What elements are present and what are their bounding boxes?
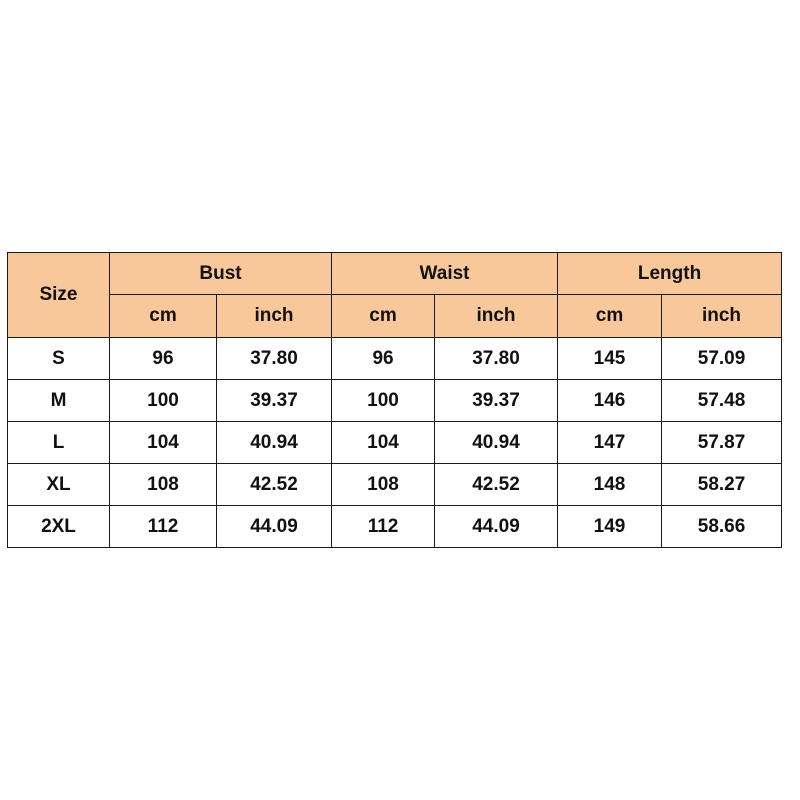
table-row: [8, 506, 782, 548]
value-cell: 146: [558, 380, 662, 422]
value-cell: 44.09: [435, 506, 558, 548]
value-cell: 149: [558, 506, 662, 548]
value-cell: 39.37: [217, 380, 332, 422]
size-chart-table: [7, 252, 782, 548]
unit-header: cm: [110, 295, 217, 338]
table-row: [8, 422, 782, 464]
unit-header: cm: [558, 295, 662, 338]
value-cell: 100: [332, 380, 435, 422]
value-cell: 57.48: [662, 380, 782, 422]
value-cell: 112: [332, 506, 435, 548]
value-cell: 40.94: [435, 422, 558, 464]
value-cell: 37.80: [435, 338, 558, 380]
value-cell: 112: [110, 506, 217, 548]
value-cell: 108: [332, 464, 435, 506]
header-group-row: [8, 253, 782, 295]
value-cell: 42.52: [217, 464, 332, 506]
value-cell: 58.66: [662, 506, 782, 548]
value-cell: 147: [558, 422, 662, 464]
value-cell: 57.09: [662, 338, 782, 380]
header-unit-row: [8, 295, 782, 338]
value-cell: 145: [558, 338, 662, 380]
value-cell: 104: [110, 422, 217, 464]
size-cell: M: [8, 380, 110, 422]
value-cell: 96: [110, 338, 217, 380]
value-cell: 39.37: [435, 380, 558, 422]
value-cell: 57.87: [662, 422, 782, 464]
value-cell: 96: [332, 338, 435, 380]
size-cell: L: [8, 422, 110, 464]
group-header-waist: Waist: [332, 253, 558, 295]
table-header: [8, 253, 782, 338]
table-row: [8, 338, 782, 380]
value-cell: 108: [110, 464, 217, 506]
unit-header: inch: [435, 295, 558, 338]
value-cell: 42.52: [435, 464, 558, 506]
unit-header: inch: [217, 295, 332, 338]
unit-header: inch: [662, 295, 782, 338]
table-row: [8, 380, 782, 422]
value-cell: 44.09: [217, 506, 332, 548]
size-header: Size: [8, 253, 110, 338]
size-cell: 2XL: [8, 506, 110, 548]
size-cell: XL: [8, 464, 110, 506]
size-cell: S: [8, 338, 110, 380]
value-cell: 37.80: [217, 338, 332, 380]
value-cell: 40.94: [217, 422, 332, 464]
table-body: [8, 338, 782, 548]
group-header-length: Length: [558, 253, 782, 295]
value-cell: 100: [110, 380, 217, 422]
value-cell: 148: [558, 464, 662, 506]
group-header-bust: Bust: [110, 253, 332, 295]
value-cell: 58.27: [662, 464, 782, 506]
table-row: [8, 464, 782, 506]
size-chart: [7, 252, 781, 547]
value-cell: 104: [332, 422, 435, 464]
unit-header: cm: [332, 295, 435, 338]
